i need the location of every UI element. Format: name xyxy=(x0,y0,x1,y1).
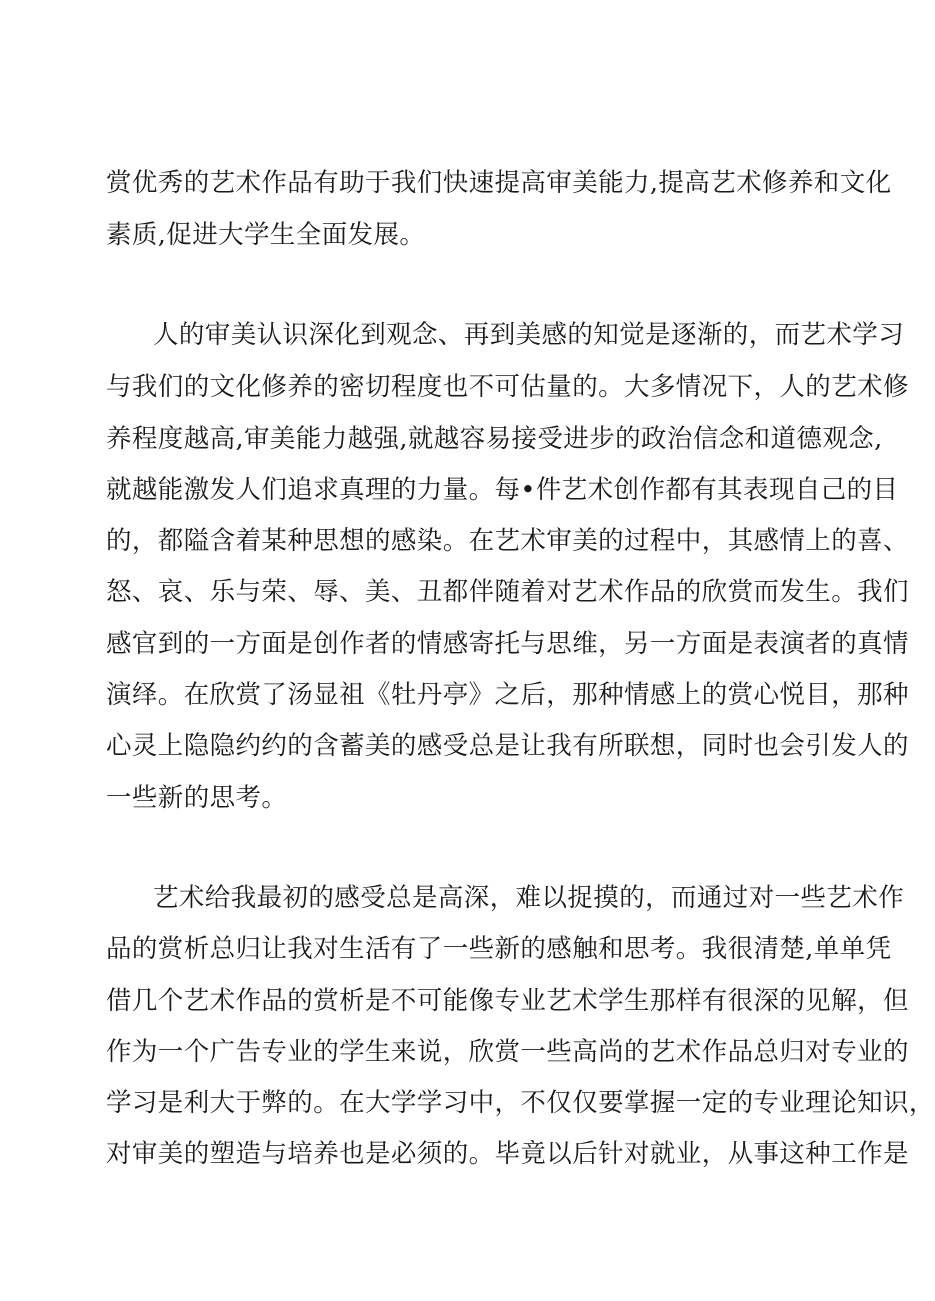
paragraph-3-line-1: 艺术给我最初的感受总是高深，难以捉摸的，而通过对一些艺术作 xyxy=(153,883,905,913)
paragraph-3-line-6: 对审美的塑造与培养也是必须的。毕竟以后针对就业，从事这种工作是 xyxy=(106,1139,909,1169)
paragraph-2-line-3: 养程度越高,审美能力越强,就越容易接受进步的政治信念和道德观念, xyxy=(106,424,883,454)
paragraph-2-line-2: 与我们的文化修养的密切程度也不可估量的。大多情况下，人的艺术修 xyxy=(106,372,909,402)
paragraph-1-line-1: 赏优秀的艺术作品有助于我们快速提高审美能力,提高艺术修养和文化 xyxy=(106,168,892,198)
paragraph-2-line-10: 一些新的思考。 xyxy=(106,783,288,813)
paragraph-2-line-7: 感官到的一方面是创作者的情感寄托与思维，另一方面是表演者的真情 xyxy=(106,629,909,659)
paragraph-2-line-8: 演绎。在欣赏了汤显祖《牡丹亭》之后，那种情感上的赏心悦目，那种 xyxy=(106,680,909,710)
paragraph-3-line-3: 借几个艺术作品的赏析是不可能像专业艺术学生那样有很深的见解，但 xyxy=(106,986,909,1016)
paragraph-3-line-4: 作为一个广告专业的学生来说，欣赏一些高尚的艺术作品总归对专业的 xyxy=(106,1037,909,1067)
paragraph-3-line-5: 学习是利大于弊的。在大学学习中，不仅仅要掌握一定的专业理论知识， xyxy=(106,1088,935,1118)
paragraph-3-line-2: 品的赏析总归让我对生活有了一些新的感触和思考。我很清楚,单单凭 xyxy=(106,934,892,964)
paragraph-1-line-2: 素质,促进大学生全面发展。 xyxy=(106,220,426,250)
paragraph-2-line-4: 就越能激发人们追求真理的力量。每•件艺术创作都有其表现自己的目 xyxy=(106,475,899,505)
paragraph-2-line-5: 的，都隘含着某种思想的感染。在艺术审美的过程中，其感情上的喜、 xyxy=(106,526,909,556)
paragraph-2-line-6: 怒、哀、乐与荣、辱、美、丑都伴随着对艺术作品的欣赏而发生。我们 xyxy=(106,577,909,607)
paragraph-2-line-9: 心灵上隐隐约约的含蓄美的感受总是让我有所联想，同时也会引发人的 xyxy=(106,731,909,761)
paragraph-2-line-1: 人的审美认识深化到观念、再到美感的知觉是逐渐的，而艺术学习 xyxy=(153,320,905,350)
